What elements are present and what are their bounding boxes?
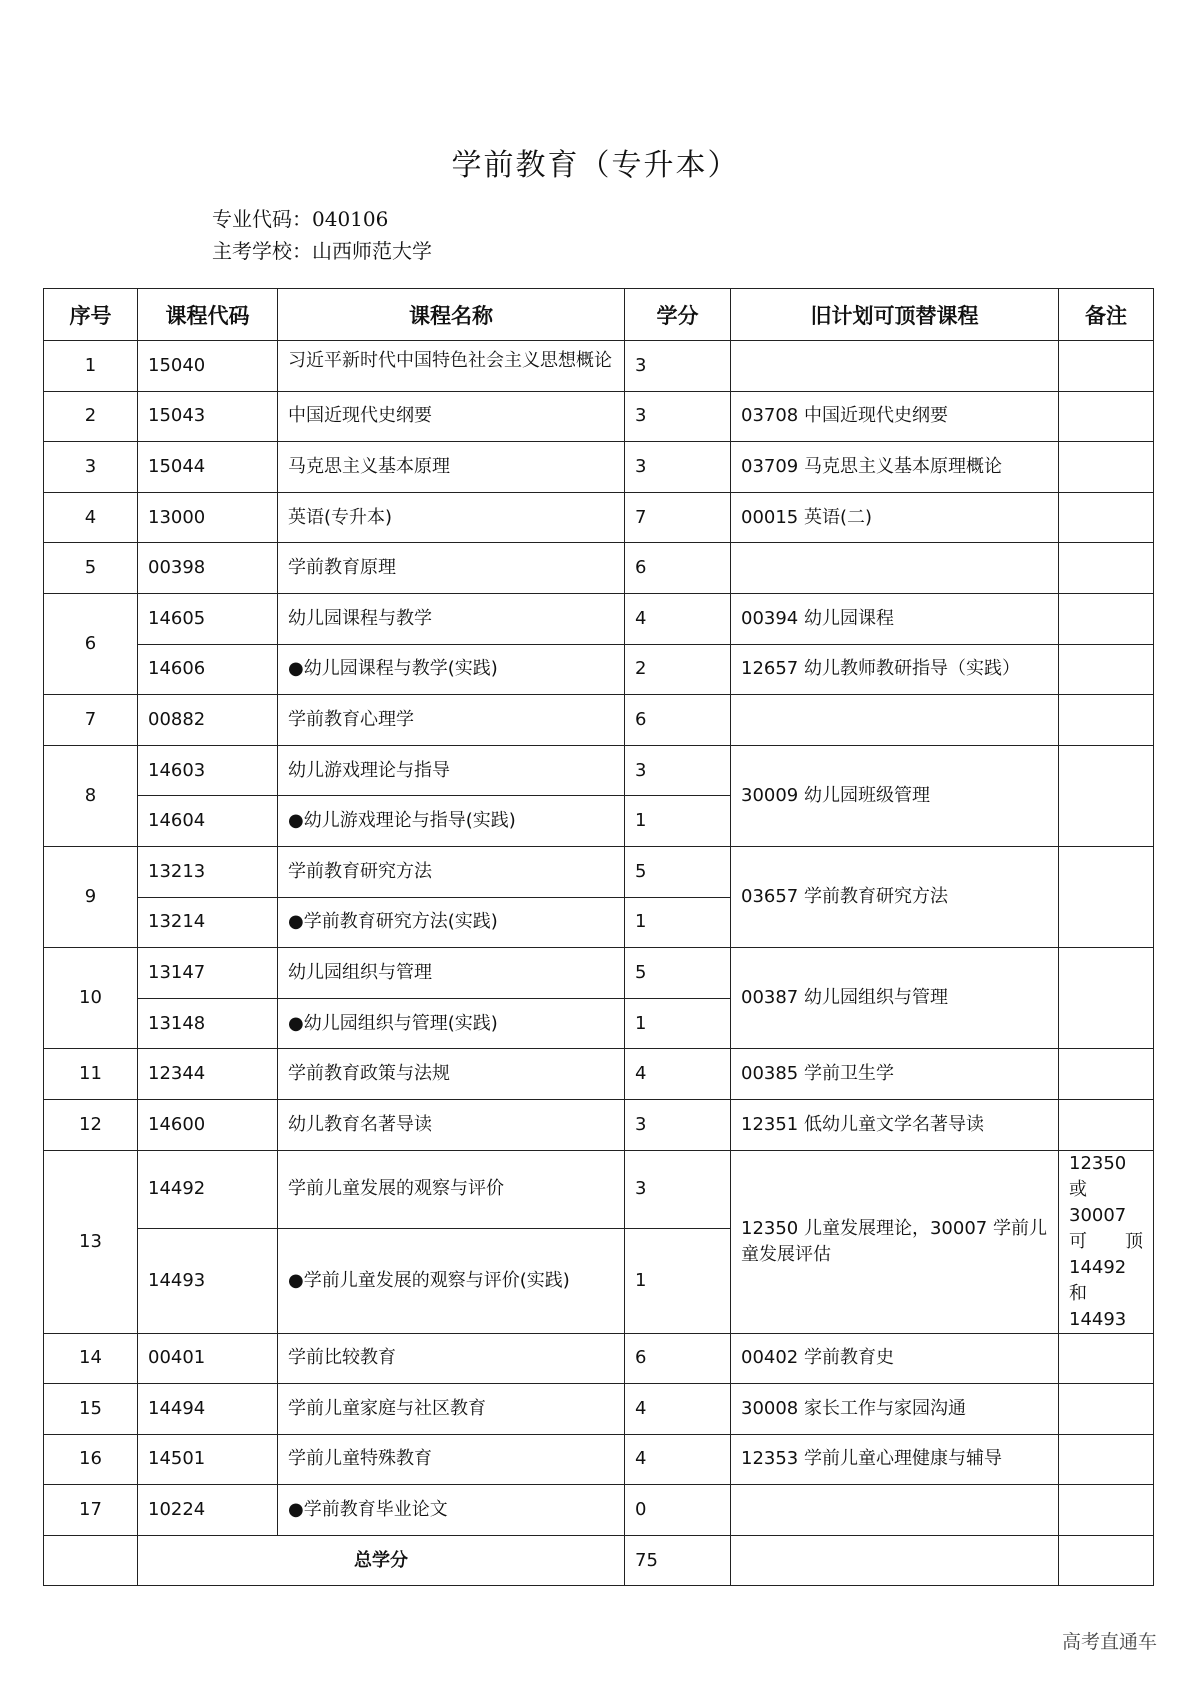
code-cell: 13214 (138, 897, 278, 948)
code-cell: 15040 (138, 341, 278, 392)
old-course-cell: 00387 幼儿园组织与管理 (731, 948, 1059, 1049)
old-course-cell: 12351 低幼儿童文学名著导读 (731, 1099, 1059, 1150)
old-course-cell: 00015 英语(二) (731, 492, 1059, 543)
name-cell (278, 341, 625, 392)
header-old-course: 旧计划可顶替课程 (731, 289, 1059, 341)
code-cell: 15043 (138, 391, 278, 442)
header-code: 课程代码 (138, 289, 278, 341)
table-row (44, 492, 1154, 543)
name-cell: 幼儿园课程与教学 (278, 593, 625, 644)
seq-cell: 16 (44, 1434, 138, 1485)
seq-cell (44, 1535, 138, 1586)
table-row (44, 593, 1154, 644)
name-cell: 学前教育政策与法规 (278, 1049, 625, 1100)
table-row (44, 1150, 1154, 1228)
seq-cell: 2 (44, 391, 138, 442)
note-cell: 12350 或 30007 可顶 14492 和 14493 (1059, 1150, 1154, 1333)
note-cell (1059, 948, 1154, 1049)
credit-cell: 4 (625, 1384, 731, 1435)
credit-cell: 7 (625, 492, 731, 543)
note-cell (1059, 593, 1154, 644)
seq-cell: 11 (44, 1049, 138, 1100)
seq-cell: 4 (44, 492, 138, 543)
table-row (44, 1485, 1154, 1536)
old-course-cell (731, 543, 1059, 594)
note-cell (1059, 846, 1154, 947)
old-course-cell: 30008 家长工作与家园沟通 (731, 1384, 1059, 1435)
credit-cell: 0 (625, 1485, 731, 1536)
code-cell: 13148 (138, 998, 278, 1049)
seq-cell: 15 (44, 1384, 138, 1435)
credit-cell: 4 (625, 1049, 731, 1100)
note-cell (1059, 1333, 1154, 1384)
note-cell (1059, 644, 1154, 695)
seq-cell: 17 (44, 1485, 138, 1536)
code-cell: 00398 (138, 543, 278, 594)
old-course-cell: 00394 幼儿园课程 (731, 593, 1059, 644)
code-cell: 12344 (138, 1049, 278, 1100)
name-cell: 学前儿童发展的观察与评价 (278, 1150, 625, 1228)
code-cell: 14501 (138, 1434, 278, 1485)
header-seq: 序号 (44, 289, 138, 341)
credit-cell: 6 (625, 1333, 731, 1384)
header-name: 课程名称 (278, 289, 625, 341)
credit-cell: 3 (625, 745, 731, 796)
old-course-cell (731, 1485, 1059, 1536)
credit-cell: 3 (625, 1150, 731, 1228)
name-cell: ●幼儿园组织与管理(实践) (278, 998, 625, 1049)
table-row (44, 948, 1154, 999)
credit-cell: 5 (625, 948, 731, 999)
code-cell: 10224 (138, 1485, 278, 1536)
note-cell (1059, 543, 1154, 594)
name-cell: 学前儿童家庭与社区教育 (278, 1384, 625, 1435)
note-cell (1059, 1535, 1154, 1586)
code-cell: 14606 (138, 644, 278, 695)
course-plan-table (43, 288, 1154, 1586)
credit-cell: 1 (625, 998, 731, 1049)
name-cell: ●学前儿童发展的观察与评价(实践) (278, 1228, 625, 1333)
credit-cell: 1 (625, 796, 731, 847)
table-row (44, 391, 1154, 442)
table-row (44, 695, 1154, 746)
table-row (44, 846, 1154, 897)
credit-cell: 4 (625, 1434, 731, 1485)
old-course-cell: 03709 马克思主义基本原理概论 (731, 442, 1059, 493)
table-row (44, 442, 1154, 493)
code-cell: 14600 (138, 1099, 278, 1150)
total-label: 总学分 (138, 1535, 625, 1586)
old-course-cell: 12350 儿童发展理论，30007 学前儿童发展评估 (731, 1150, 1059, 1333)
table-row (44, 1099, 1154, 1150)
note-cell (1059, 492, 1154, 543)
table-header-row (44, 289, 1154, 341)
old-course-cell: 12657 幼儿教师教研指导（实践） (731, 644, 1059, 695)
name-cell: 学前教育心理学 (278, 695, 625, 746)
table-row (44, 1333, 1154, 1384)
header-note: 备注 (1059, 289, 1154, 341)
name-cell: 中国近现代史纲要 (278, 391, 625, 442)
seq-cell: 12 (44, 1099, 138, 1150)
name-cell: 英语(专升本) (278, 492, 625, 543)
watermark-text: 高考直通车 (1061, 1631, 1157, 1653)
note-cell (1059, 1384, 1154, 1435)
note-cell (1059, 1099, 1154, 1150)
credit-cell: 6 (625, 695, 731, 746)
credit-cell: 3 (625, 341, 731, 392)
old-course-cell (731, 341, 1059, 392)
credit-cell: 5 (625, 846, 731, 897)
exam-school: 主考学校：山西师范大学 (212, 239, 432, 263)
old-course-cell (731, 1535, 1059, 1586)
credit-cell: 1 (625, 1228, 731, 1333)
name-cell: 幼儿园组织与管理 (278, 948, 625, 999)
seq-cell: 3 (44, 442, 138, 493)
name-cell: 学前教育研究方法 (278, 846, 625, 897)
seq-cell: 5 (44, 543, 138, 594)
document-title: 学前教育（专升本） (451, 148, 740, 183)
code-cell: 14494 (138, 1384, 278, 1435)
table-row (44, 745, 1154, 796)
table-row (44, 1049, 1154, 1100)
name-cell: ●学前教育毕业论文 (278, 1485, 625, 1536)
credit-cell: 3 (625, 442, 731, 493)
seq-cell: 1 (44, 341, 138, 392)
name-cell: ●幼儿游戏理论与指导(实践) (278, 796, 625, 847)
note-cell (1059, 745, 1154, 846)
code-cell: 14492 (138, 1150, 278, 1228)
code-cell: 14604 (138, 796, 278, 847)
name-cell: 学前比较教育 (278, 1333, 625, 1384)
credit-cell: 1 (625, 897, 731, 948)
code-cell: 14605 (138, 593, 278, 644)
note-cell (1059, 1485, 1154, 1536)
table-row (44, 644, 1154, 695)
name-cell: 马克思主义基本原理 (278, 442, 625, 493)
code-cell: 13000 (138, 492, 278, 543)
code-cell: 00882 (138, 695, 278, 746)
code-cell: 13213 (138, 846, 278, 897)
table-row (44, 341, 1154, 392)
code-cell: 15044 (138, 442, 278, 493)
code-cell: 14603 (138, 745, 278, 796)
major-code: 专业代码：040106 (212, 207, 389, 231)
seq-cell: 6 (44, 593, 138, 694)
total-credit: 75 (625, 1535, 731, 1586)
note-cell (1059, 341, 1154, 392)
old-course-cell: 12353 学前儿童心理健康与辅导 (731, 1434, 1059, 1485)
name-text: 习近平新时代中国特色社会主义思想概论 (288, 349, 612, 371)
code-cell: 14493 (138, 1228, 278, 1333)
old-course-cell: 00385 学前卫生学 (731, 1049, 1059, 1100)
old-course-cell: 00402 学前教育史 (731, 1333, 1059, 1384)
note-cell (1059, 1434, 1154, 1485)
credit-cell: 4 (625, 593, 731, 644)
old-course-cell (731, 695, 1059, 746)
name-cell: 幼儿游戏理论与指导 (278, 745, 625, 796)
seq-cell: 8 (44, 745, 138, 846)
credit-cell: 3 (625, 391, 731, 442)
name-cell: 幼儿教育名著导读 (278, 1099, 625, 1150)
code-cell: 00401 (138, 1333, 278, 1384)
table-row (44, 543, 1154, 594)
name-cell: ●幼儿园课程与教学(实践) (278, 644, 625, 695)
credit-cell: 3 (625, 1099, 731, 1150)
name-cell: 学前儿童特殊教育 (278, 1434, 625, 1485)
code-cell: 13147 (138, 948, 278, 999)
table-row (44, 1384, 1154, 1435)
note-cell (1059, 391, 1154, 442)
note-cell (1059, 442, 1154, 493)
credit-cell: 6 (625, 543, 731, 594)
old-course-cell: 03657 学前教育研究方法 (731, 846, 1059, 947)
seq-cell: 9 (44, 846, 138, 947)
table-row (44, 1434, 1154, 1485)
header-credit: 学分 (625, 289, 731, 341)
name-cell: ●学前教育研究方法(实践) (278, 897, 625, 948)
name-cell: 学前教育原理 (278, 543, 625, 594)
seq-cell: 10 (44, 948, 138, 1049)
seq-cell: 14 (44, 1333, 138, 1384)
seq-cell: 7 (44, 695, 138, 746)
total-row (44, 1535, 1154, 1586)
seq-cell: 13 (44, 1150, 138, 1333)
old-course-cell: 30009 幼儿园班级管理 (731, 745, 1059, 846)
note-cell (1059, 1049, 1154, 1100)
old-course-cell: 03708 中国近现代史纲要 (731, 391, 1059, 442)
note-cell (1059, 695, 1154, 746)
credit-cell: 2 (625, 644, 731, 695)
